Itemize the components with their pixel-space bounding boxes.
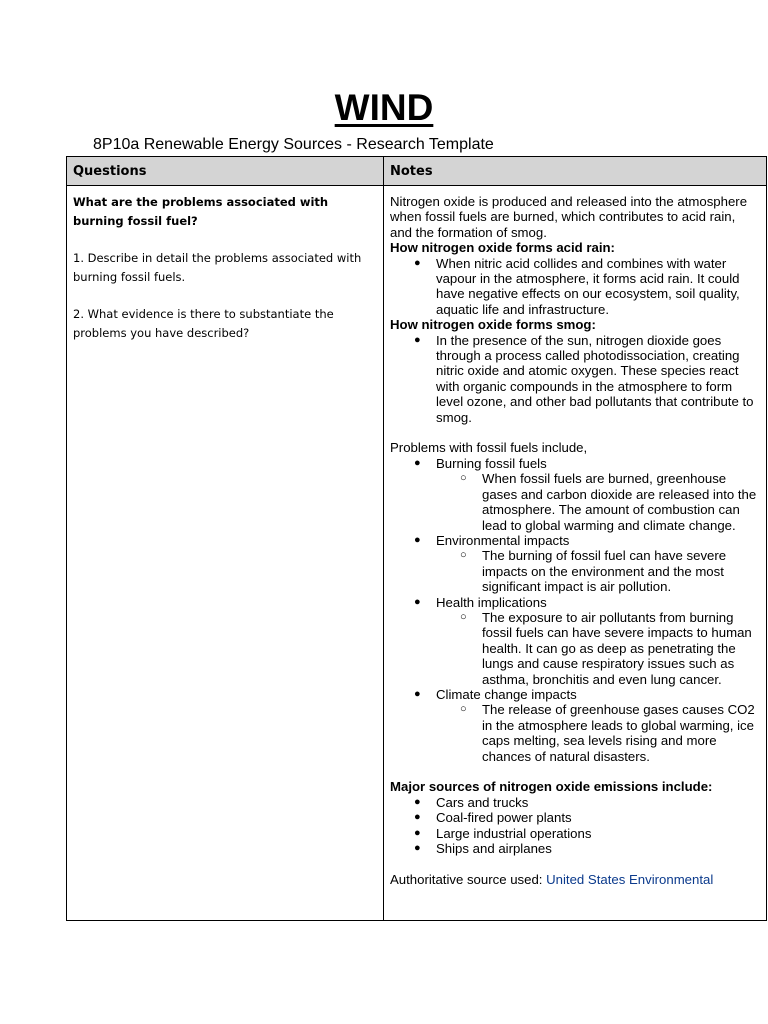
hollow-bullet-icon: ○ — [460, 549, 467, 562]
list-item — [460, 471, 760, 533]
source-item: Ships and airplanes — [436, 841, 552, 857]
list-item — [414, 841, 760, 857]
bullet-icon: ● — [414, 595, 421, 608]
problems-list — [390, 456, 760, 764]
document-title: WIND — [334, 87, 434, 128]
document-subtitle: 8P10a Renewable Energy Sources - Research Template — [93, 136, 494, 153]
problems-intro: Problems with fossil fuels include, — [390, 440, 588, 456]
smog-item: In the presence of the sun, nitrogen dioxide goes through a process called photodissociation, creating nitric oxide and atomic oxygen. These species react with organic compounds in the atmosphere to form level ozone, and other bad pollutants that contribute to smog. — [436, 332, 754, 425]
bullet-icon: ● — [414, 333, 421, 346]
hollow-bullet-icon: ○ — [460, 472, 467, 485]
list-item — [414, 532, 760, 595]
problem-detail: The exposure to air pollutants from burning fossil fuels can have severe impacts to human health. It can go as deep as penetrating the lungs and cause respiratory issues such as asthma, bronchitis and even lung cancer. — [482, 609, 752, 687]
list-item — [414, 794, 760, 810]
list-item — [414, 255, 760, 318]
source-item: Large industrial operations — [436, 825, 592, 841]
problem-detail: When fossil fuels are burned, greenhouse gases and carbon dioxide are released into the atmosphere. The amount of combustion can lead to global warming and climate change. — [482, 471, 757, 533]
bullet-icon: ● — [414, 811, 421, 824]
question-1: 1. Describe in detail the problems associated with burning fossil fuels. — [73, 251, 362, 284]
main-question: What are the problems associated with burning fossil fuel? — [73, 195, 329, 228]
sub-list — [436, 610, 760, 687]
sources-heading: Major sources of nitrogen oxide emissions include: — [390, 779, 713, 795]
list-item — [414, 810, 760, 826]
table-header-row — [67, 157, 767, 186]
authoritative-source — [390, 872, 760, 887]
source-label: Authoritative source used: — [390, 871, 547, 887]
problem-label: Climate change impacts — [436, 686, 577, 702]
bullet-icon: ● — [414, 687, 421, 700]
problem-label: Environmental impacts — [436, 532, 570, 548]
hollow-bullet-icon: ○ — [460, 703, 467, 716]
problem-detail: The release of greenhouse gases causes CO2 in the atmosphere leads to global warming, ice caps melting, sea levels rising and more chances of natural disasters. — [482, 702, 755, 764]
list-item — [414, 825, 760, 841]
list-item — [414, 594, 760, 687]
bullet-icon: ● — [414, 795, 421, 808]
acid-rain-item: When nitric acid collides and combines with water vapour in the atmosphere, it forms acid rain. It could have negative effects on our ecosystem, soil quality, aquatic life and infrastructure. — [436, 255, 740, 317]
smog-list — [390, 333, 760, 425]
bullet-icon: ● — [414, 256, 421, 269]
notes-intro: Nitrogen oxide is produced and released into the atmosphere when fossil fuels are burned, which contributes to acid rain, and the formation of smog. — [390, 194, 748, 240]
header-notes: Notes — [384, 157, 767, 186]
acid-rain-list — [390, 256, 760, 318]
sources-list — [390, 795, 760, 857]
hollow-bullet-icon: ○ — [460, 610, 467, 623]
problem-label: Burning fossil fuels — [436, 455, 547, 471]
source-link[interactable]: United States Environmental — [546, 871, 714, 887]
problem-label: Health implications — [436, 594, 547, 610]
list-item — [414, 686, 760, 764]
sub-list — [436, 471, 760, 533]
bullet-icon: ● — [414, 456, 421, 469]
questions-cell — [67, 186, 384, 921]
problem-detail: The burning of fossil fuel can have severe impacts on the environment and the most significant impact is air pollution. — [482, 548, 727, 595]
header-questions: Questions — [67, 157, 384, 186]
acid-rain-heading: How nitrogen oxide forms acid rain: — [390, 240, 615, 256]
list-item — [460, 609, 760, 687]
research-table — [66, 156, 767, 921]
bullet-icon: ● — [414, 826, 421, 839]
sub-list — [436, 702, 760, 764]
list-item — [414, 332, 760, 425]
list-item — [460, 548, 760, 595]
sub-list — [436, 548, 760, 594]
question-2: 2. What evidence is there to substantiate the problems you have described? — [73, 307, 334, 340]
source-item: Coal-fired power plants — [436, 810, 572, 826]
bullet-icon: ● — [414, 842, 421, 855]
source-item: Cars and trucks — [436, 794, 529, 810]
notes-cell — [384, 186, 767, 921]
list-item — [414, 455, 760, 533]
table-row — [67, 186, 767, 921]
list-item — [460, 702, 760, 764]
smog-heading: How nitrogen oxide forms smog: — [390, 317, 596, 333]
bullet-icon: ● — [414, 533, 421, 546]
